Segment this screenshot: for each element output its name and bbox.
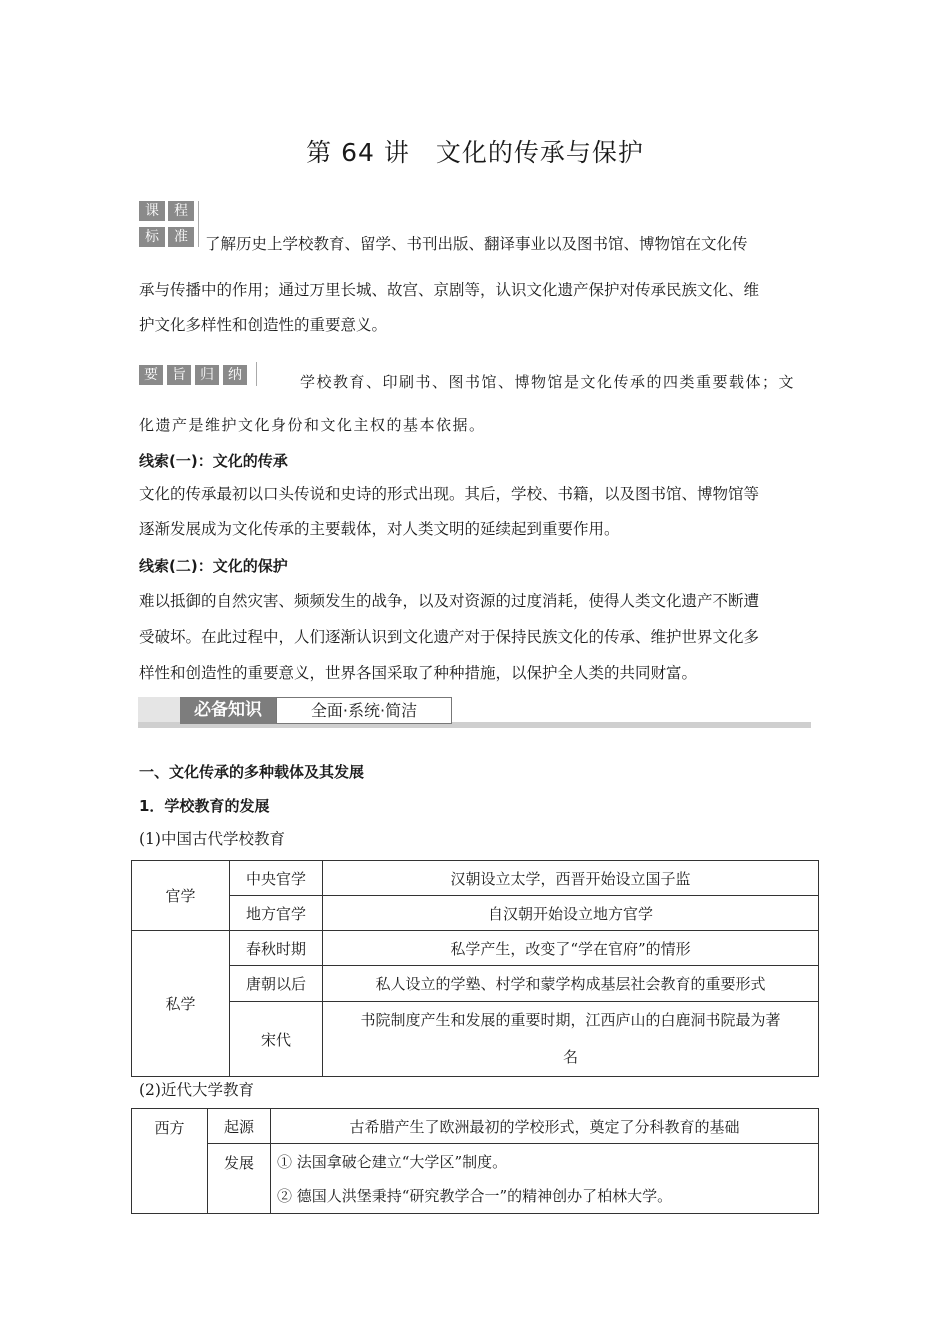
period-cell: 唐朝以后 xyxy=(230,966,323,1002)
label-cell: 起源 xyxy=(208,1109,271,1144)
summary-text-line: 学校教育、印刷书、图书馆、博物馆是文化传承的四类重要载体；文 xyxy=(300,373,796,391)
curriculum-tag-char: 标 xyxy=(139,227,165,247)
summary-text-line: 化遗产是维护文化身份和文化主权的基本依据。 xyxy=(139,416,486,434)
page-title: 第 64 讲 文化的传承与保护 xyxy=(306,138,644,167)
period-cell: 宋代 xyxy=(230,1002,323,1077)
clue1-heading: 线索(一)：文化的传承 xyxy=(139,452,288,470)
subsection-label: (2)近代大学教育 xyxy=(139,1081,254,1099)
content-cell: 汉朝设立太学，西晋开始设立国子监 xyxy=(323,861,819,896)
clue2-heading: 线索(二)：文化的保护 xyxy=(139,557,288,575)
table-row xyxy=(132,861,819,896)
ancient-education-table xyxy=(131,860,819,1077)
curriculum-tag xyxy=(139,201,195,249)
clue2-text-line: 样性和创造性的重要意义，世界各国采取了种种措施，以保护全人类的共同财富。 xyxy=(139,664,698,682)
clue1-text-line: 逐渐发展成为文化传承的主要载体，对人类文明的延续起到重要作用。 xyxy=(139,520,620,538)
summary-tag-char: 归 xyxy=(195,365,219,385)
period-cell: 地方官学 xyxy=(230,896,323,931)
label-cell: 发展 xyxy=(208,1144,271,1214)
table-row xyxy=(132,1109,819,1144)
banner-subtitle: 全面·系统·简洁 xyxy=(276,697,452,724)
subsection-heading: 1．学校教育的发展 xyxy=(139,797,270,815)
banner-decoration xyxy=(138,697,180,722)
period-cell: 春秋时期 xyxy=(230,931,323,966)
table-row xyxy=(132,931,819,966)
clue2-text-line: 难以抵御的自然灾害、频频发生的战争，以及对资源的过度消耗，使得人类文化遗产不断遭 xyxy=(139,592,760,610)
content-cell xyxy=(271,1144,819,1214)
content-line: 名 xyxy=(562,1048,578,1066)
table-row xyxy=(132,896,819,931)
region-cell: 西方 xyxy=(132,1109,208,1214)
clue1-text-line: 文化的传承最初以口头传说和史诗的形式出现。其后，学校、书籍，以及图书馆、博物馆等 xyxy=(139,485,760,503)
summary-tag-char: 要 xyxy=(139,365,163,385)
section-heading: 一、文化传承的多种载体及其发展 xyxy=(139,763,365,781)
modern-university-table xyxy=(131,1108,819,1214)
summary-tag xyxy=(139,365,251,387)
content-cell xyxy=(323,1002,819,1077)
table-row xyxy=(132,966,819,1002)
curriculum-text-line: 护文化多样性和创造性的重要意义。 xyxy=(139,316,388,334)
curriculum-tag-divider xyxy=(198,201,199,247)
content-cell: 古希腊产生了欧洲最初的学校形式，奠定了分科教育的基础 xyxy=(271,1109,819,1144)
development-item: ① 法国拿破仑建立“大学区”制度。 xyxy=(277,1152,508,1171)
development-item: ② 德国人洪堡秉持“研究教学合一”的精神创办了柏林大学。 xyxy=(277,1186,673,1205)
curriculum-text-line: 了解历史上学校教育、留学、书刊出版、翻译事业以及图书馆、博物馆在文化传 xyxy=(205,235,748,253)
content-cell: 自汉朝开始设立地方官学 xyxy=(323,896,819,931)
clue2-text-line: 受破坏。在此过程中，人们逐渐认识到文化遗产对于保持民族文化的传承、维护世界文化多 xyxy=(139,628,760,646)
subsection-label: (1)中国古代学校教育 xyxy=(139,830,285,848)
summary-tag-char: 旨 xyxy=(167,365,191,385)
category-cell: 官学 xyxy=(132,861,230,931)
content-cell: 私学产生，改变了“学在官府”的情形 xyxy=(323,931,819,966)
curriculum-tag-char: 程 xyxy=(168,201,194,221)
period-cell: 中央官学 xyxy=(230,861,323,896)
table-row xyxy=(132,1144,819,1214)
banner-title: 必备知识 xyxy=(180,697,276,724)
content-cell: 私人设立的学塾、村学和蒙学构成基层社会教育的重要形式 xyxy=(323,966,819,1002)
category-cell: 私学 xyxy=(132,931,230,1077)
summary-tag-divider xyxy=(256,362,257,386)
curriculum-text-line: 承与传播中的作用；通过万里长城、故宫、京剧等，认识文化遗产保护对传承民族文化、维 xyxy=(139,281,760,299)
summary-tag-char: 纳 xyxy=(223,365,247,385)
table-row xyxy=(132,1002,819,1077)
curriculum-tag-char: 课 xyxy=(139,201,165,221)
content-line: 书院制度产生和发展的重要时期，江西庐山的白鹿洞书院最为著 xyxy=(360,1011,781,1029)
curriculum-tag-char: 准 xyxy=(168,227,194,247)
